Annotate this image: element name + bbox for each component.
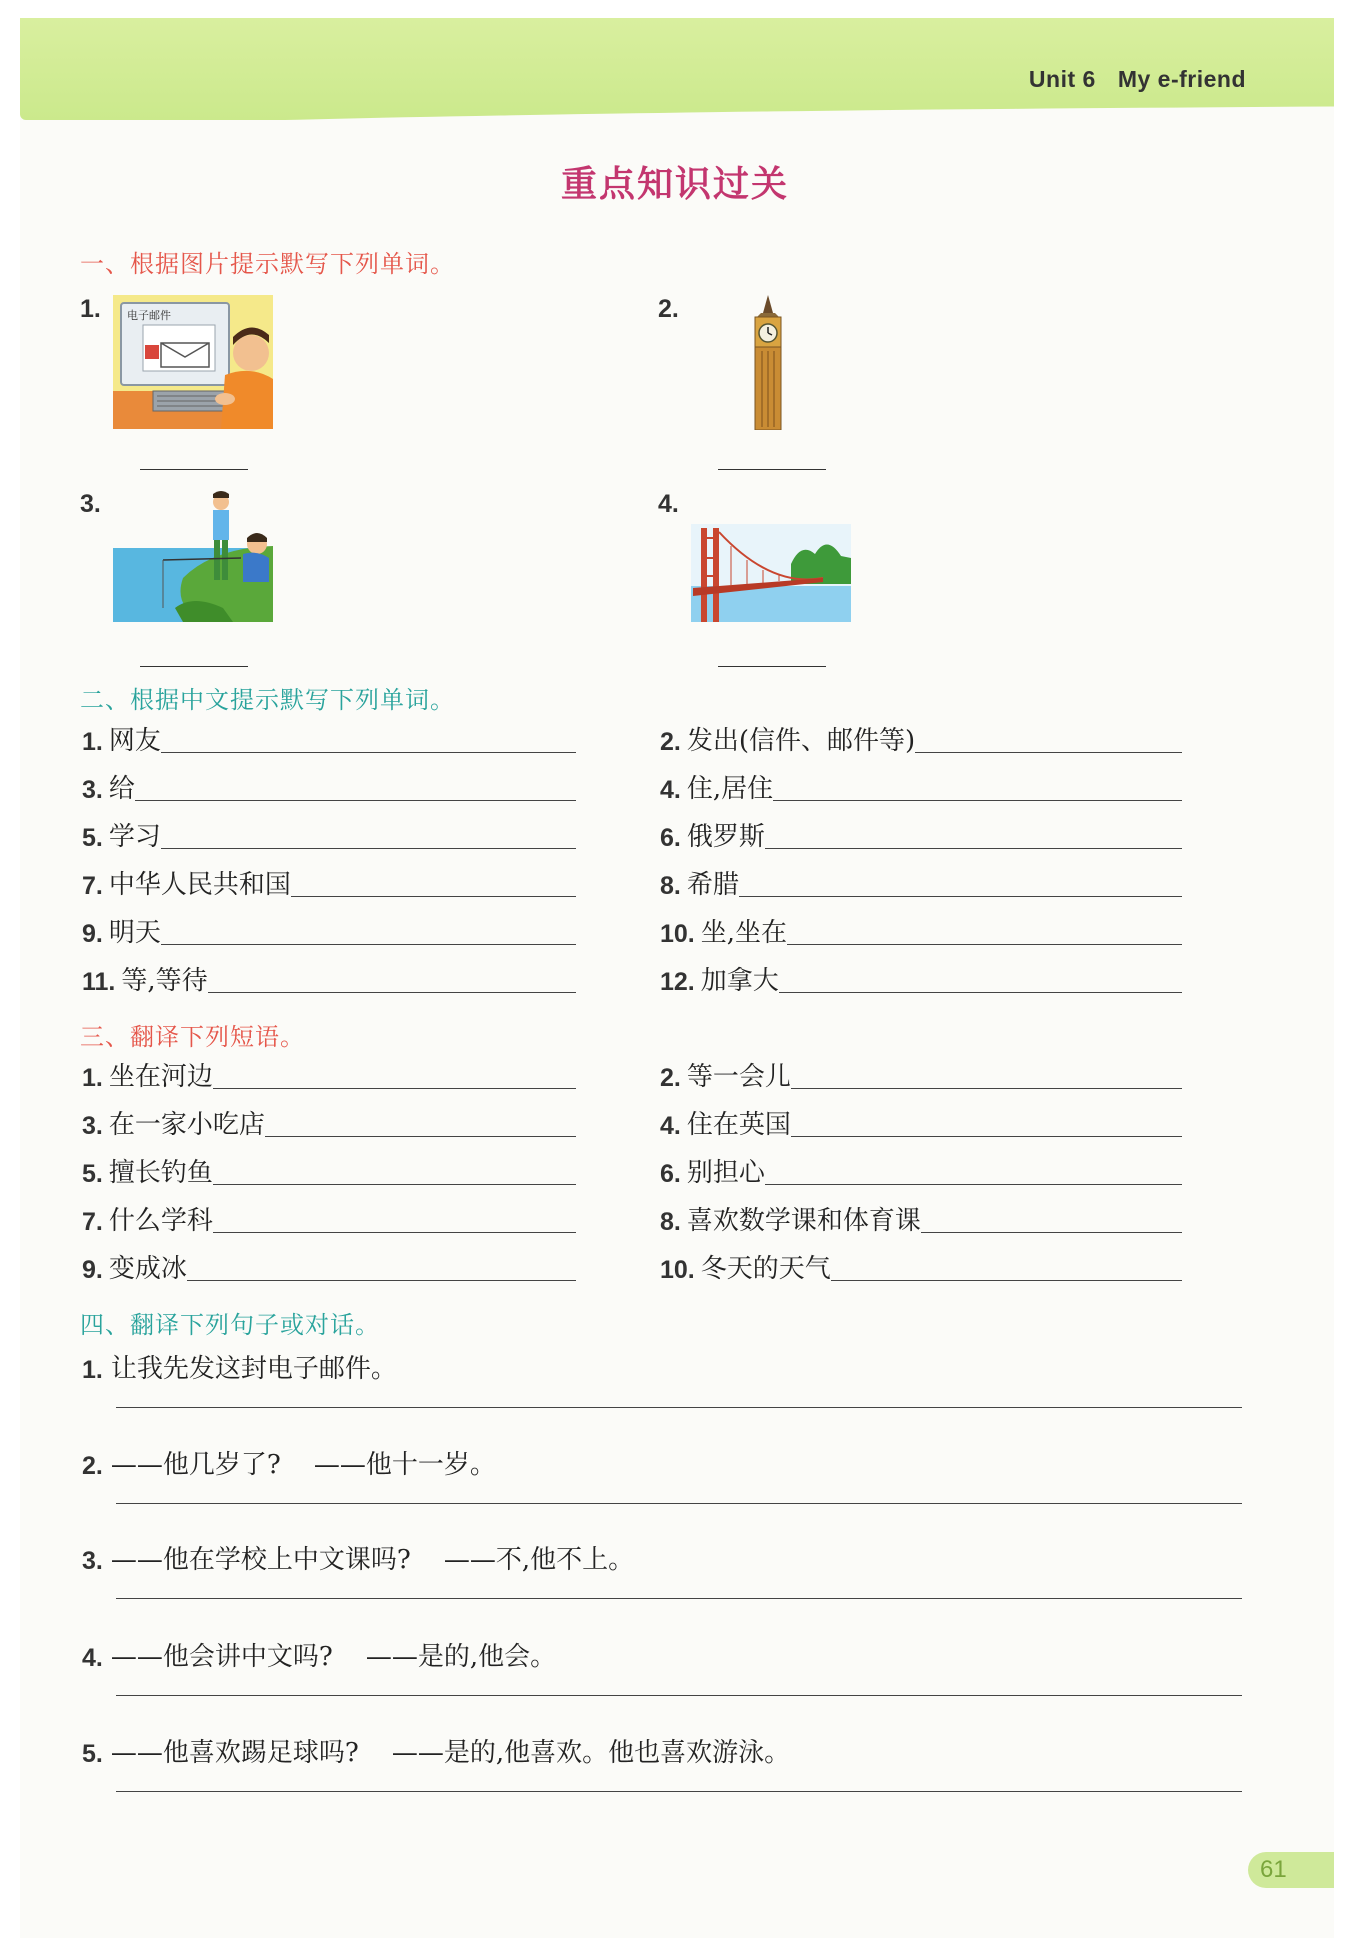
section2-heading: 二、根据中文提示默写下列单词。 (80, 686, 455, 714)
phrase-item (82, 1155, 576, 1189)
fishing-picture (113, 488, 273, 622)
item-number: 4. (660, 776, 681, 804)
answer-blank[interactable] (787, 943, 1182, 945)
phrase-item (660, 1251, 1182, 1285)
item-number: 8. (660, 1208, 681, 1236)
email-computer-picture (113, 295, 273, 429)
answer-blank[interactable] (773, 799, 1182, 801)
item-prompt: ——他几岁了? ——他十一岁。 (110, 1450, 496, 1480)
phrase-item (82, 1059, 576, 1093)
item-number: 9. (82, 920, 103, 948)
item-number: 11. (82, 968, 116, 996)
sentence-item (82, 1636, 1242, 1673)
word-item (660, 771, 1182, 805)
answer-blank[interactable] (161, 943, 576, 945)
item-number: 10. (660, 1256, 695, 1284)
item-prompt: 住,居住 (686, 774, 774, 804)
phrase-item (660, 1203, 1182, 1237)
page-title: 重点知识过关 (560, 164, 789, 205)
item-number: 12. (660, 968, 695, 996)
item-number: 3. (82, 776, 103, 804)
item-number: 5. (82, 1740, 103, 1768)
item-number: 3. (82, 1112, 103, 1140)
answer-blank[interactable] (915, 751, 1182, 753)
item-prompt: 等一会儿 (686, 1062, 791, 1092)
item-prompt: 加拿大 (700, 966, 779, 996)
answer-blank[interactable] (831, 1279, 1182, 1281)
item-prompt: 冬天的天气 (700, 1254, 831, 1284)
sentence-item (82, 1348, 1242, 1385)
answer-blank[interactable] (116, 1694, 1242, 1696)
answer-blank[interactable] (291, 895, 576, 897)
phrase-item (660, 1155, 1182, 1189)
word-item (660, 963, 1182, 997)
item-number: 4. (658, 490, 679, 518)
word-item (82, 915, 576, 949)
word-item (660, 867, 1182, 901)
answer-blank[interactable] (791, 1087, 1182, 1089)
item-prompt: ——他喜欢踢足球吗? ——是的,他喜欢。他也喜欢游泳。 (110, 1738, 791, 1768)
phrase-item (82, 1203, 576, 1237)
item-prompt: 明天 (108, 918, 161, 948)
item-number: 5. (82, 824, 103, 852)
answer-blank[interactable] (161, 751, 576, 753)
item-number: 1. (82, 1356, 103, 1384)
item-number: 9. (82, 1256, 103, 1284)
answer-blank[interactable] (187, 1279, 576, 1281)
item-prompt: 发出(信件、邮件等) (686, 726, 916, 756)
answer-blank[interactable] (135, 799, 576, 801)
word-item (660, 819, 1182, 853)
item-prompt: 中华人民共和国 (108, 870, 291, 900)
answer-blank[interactable] (116, 1790, 1242, 1792)
item-prompt: 什么学科 (108, 1206, 213, 1236)
item-prompt: 变成冰 (108, 1254, 187, 1284)
word-item (82, 723, 576, 757)
word-item (82, 867, 576, 901)
item-number: 2. (82, 1452, 103, 1480)
section4-heading: 四、翻译下列句子或对话。 (80, 1311, 380, 1339)
answer-blank[interactable] (739, 895, 1182, 897)
item-number: 3. (82, 1547, 103, 1575)
item-prompt: 学习 (108, 822, 161, 852)
answer-blank[interactable] (213, 1087, 576, 1089)
item-prompt: 网友 (108, 726, 161, 756)
picture-label: 电子邮件 (127, 309, 171, 322)
answer-blank[interactable] (765, 1183, 1182, 1185)
answer-blank[interactable] (791, 1135, 1182, 1137)
unit-header (1029, 66, 1246, 93)
word-item (82, 771, 576, 805)
item-number: 2. (660, 728, 681, 756)
answer-blank[interactable] (116, 1597, 1242, 1599)
item-number: 4. (660, 1112, 681, 1140)
item-number: 5. (82, 1160, 103, 1188)
answer-blank[interactable] (116, 1502, 1242, 1504)
item-number: 2. (658, 295, 679, 323)
answer-blank[interactable] (779, 991, 1182, 993)
bridge-picture (691, 524, 851, 622)
unit-topic: My e-friend (1117, 66, 1246, 92)
answer-blank[interactable] (265, 1135, 576, 1137)
word-item (660, 915, 1182, 949)
item-prompt: ——他在学校上中文课吗? ——不,他不上。 (110, 1545, 635, 1575)
item-prompt: 坐,坐在 (700, 918, 788, 948)
answer-blank[interactable] (140, 469, 248, 470)
item-number: 6. (660, 824, 681, 852)
item-number: 10. (660, 920, 695, 948)
item-prompt: 给 (108, 774, 135, 804)
answer-blank[interactable] (718, 469, 826, 470)
item-number: 4. (82, 1644, 103, 1672)
item-prompt: 希腊 (686, 870, 739, 900)
phrase-item (660, 1107, 1182, 1141)
item-prompt: 住在英国 (686, 1110, 791, 1140)
item-prompt: 让我先发这封电子邮件。 (110, 1354, 397, 1384)
item-number: 7. (82, 1208, 103, 1236)
sentence-item (82, 1732, 1242, 1769)
sentence-item (82, 1539, 1242, 1576)
word-item (660, 723, 1182, 757)
item-number: 1. (82, 728, 103, 756)
item-number: 7. (82, 872, 103, 900)
answer-blank[interactable] (213, 1231, 576, 1233)
answer-blank[interactable] (208, 991, 576, 993)
item-prompt: 坐在河边 (108, 1062, 213, 1092)
answer-blank[interactable] (921, 1231, 1182, 1233)
item-number: 3. (80, 490, 101, 518)
answer-blank[interactable] (718, 666, 826, 667)
item-prompt: 擅长钓鱼 (108, 1158, 213, 1188)
item-number: 6. (660, 1160, 681, 1188)
item-number: 1. (80, 295, 101, 323)
sentence-item (82, 1444, 1242, 1481)
answer-blank[interactable] (765, 847, 1182, 849)
item-prompt: 等,等待 (121, 966, 208, 996)
item-number: 1. (82, 1064, 103, 1092)
answer-blank[interactable] (140, 666, 248, 667)
item-number: 8. (660, 872, 681, 900)
phrase-item (82, 1251, 576, 1285)
answer-blank[interactable] (116, 1406, 1242, 1408)
page-number: 61 (1248, 1852, 1334, 1888)
section3-heading: 三、翻译下列短语。 (80, 1023, 305, 1051)
unit-number: Unit 6 (1028, 66, 1096, 92)
item-prompt: 喜欢数学课和体育课 (686, 1206, 921, 1236)
item-prompt: 别担心 (686, 1158, 765, 1188)
phrase-item (82, 1107, 576, 1141)
big-ben-picture (743, 295, 793, 430)
answer-blank[interactable] (213, 1183, 576, 1185)
item-prompt: 俄罗斯 (686, 822, 765, 852)
item-prompt: ——他会讲中文吗? ——是的,他会。 (110, 1642, 557, 1672)
word-item (82, 819, 576, 853)
item-prompt: 在一家小吃店 (108, 1110, 265, 1140)
word-item (82, 963, 576, 997)
section1-heading: 一、根据图片提示默写下列单词。 (80, 250, 455, 278)
item-number: 2. (660, 1064, 681, 1092)
answer-blank[interactable] (161, 847, 576, 849)
phrase-item (660, 1059, 1182, 1093)
